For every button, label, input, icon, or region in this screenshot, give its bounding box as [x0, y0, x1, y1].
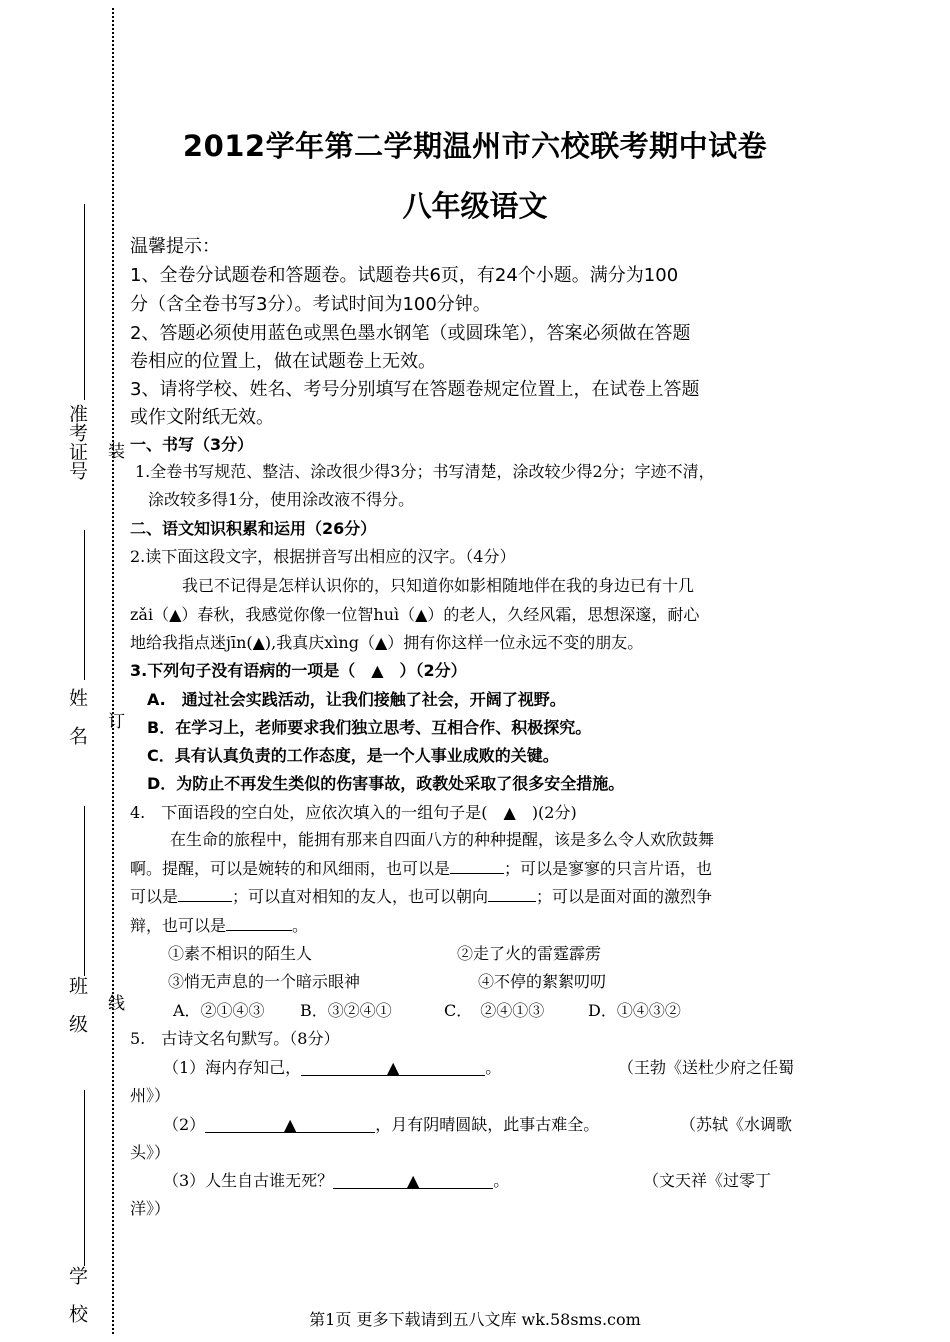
q5-text: （3）人生自古谁无死？	[163, 1171, 334, 1190]
q5-text: （2）	[163, 1115, 206, 1134]
q2-line: zǎi（▲）春秋，我感觉你像一位智huì（▲）的老人，久经风霜，思想深邃，耐心	[130, 605, 700, 624]
q5-text: （1）海内存知己，	[163, 1058, 302, 1077]
notice-line: 1、全卷分试题卷和答题卷。试题卷共6页，有24个小题。满分为100	[130, 265, 679, 286]
q4-stem: 4. 下面语段的空白处，应依次填入的一组句子是( ▲ )(2分)	[130, 803, 577, 822]
q5-item-3	[163, 1168, 509, 1191]
notice-heading: 温馨提示：	[130, 236, 220, 257]
q5-source-3: （文天祥《过零丁	[643, 1171, 772, 1190]
q4-choice-2: ②走了火的雷霆霹雳	[457, 944, 602, 963]
q4-text: ；可以直对相知的友人，也可以朝向	[232, 887, 489, 906]
notice-line: 3、请将学校、姓名、考号分别填写在答题卷规定位置上，在试卷上答题	[130, 379, 700, 400]
q4-answer-b: B．③②④①	[300, 1001, 392, 1020]
triangle-mark: ▲	[284, 1115, 297, 1134]
exam-title: 2012学年第二学期温州市六校联考期中试卷	[182, 129, 768, 163]
q4-passage	[130, 884, 712, 907]
q4-text: ；可以是面对面的激烈争	[536, 887, 713, 906]
page-footer: 第1页 更多下载请到五八文库 wk.58sms.com	[309, 1310, 641, 1329]
q5-item-1	[163, 1055, 501, 1078]
q5-stem: 5. 古诗文名句默写。（8分）	[130, 1029, 340, 1048]
q1-line: 1.全卷书写规范、整洁、涂改很少得3分；书写清楚，涂改较少得2分；字迹不清，	[135, 462, 715, 481]
notice-line: 分（含全卷书写3分）。考试时间为100分钟。	[130, 294, 491, 315]
section2-heading: 二、语文知识积累和运用（26分）	[130, 519, 377, 538]
q4-passage	[130, 913, 308, 936]
ticket-number-label: 准考证号	[66, 404, 88, 480]
binding-char-zhuang: 装	[104, 442, 124, 459]
q5-blank[interactable]	[301, 1058, 485, 1077]
triangle-mark: ▲	[387, 1058, 400, 1077]
q4-text: 辩，也可以是	[130, 916, 227, 935]
q3-option-a: A. 通过社会实践活动，让我们接触了社会，开阔了视野。	[147, 690, 566, 709]
ticket-number-blank	[84, 204, 85, 400]
q3-option-c: C．具有认真负责的工作态度，是一个人事业成败的关键。	[147, 746, 559, 765]
class-blank	[84, 806, 85, 976]
section1-heading: 一、书写（3分）	[130, 435, 254, 454]
q4-blank[interactable]	[488, 887, 536, 902]
q5-source-2: （苏轼《水调歌	[680, 1115, 793, 1134]
q4-answer-a: A．②①④③	[173, 1001, 265, 1020]
name-label: 姓 名	[66, 688, 88, 745]
name-blank	[84, 530, 85, 680]
q1-line: 涂改较多得1分，使用涂改液不得分。	[148, 490, 415, 509]
q5-text: 。	[485, 1058, 502, 1077]
q4-answer-d: D．①④③②	[588, 1001, 681, 1020]
q4-text: 啊。提醒，可以是婉转的和风细雨，也可以是	[130, 859, 451, 878]
q3-option-d: D．为防止不再发生类似的伤害事故，政教处采取了很多安全措施。	[147, 774, 625, 793]
q4-choice-1: ①素不相识的陌生人	[168, 944, 313, 963]
school-label: 学 校	[66, 1266, 88, 1323]
q4-passage	[130, 856, 712, 879]
q3-stem: 3.下列句子没有语病的一项是（ ▲ ）（2分）	[130, 661, 467, 680]
q4-blank[interactable]	[450, 859, 504, 874]
q5-source-3-cont: 洋》）	[130, 1199, 171, 1218]
q4-blank[interactable]	[178, 887, 232, 902]
q2-line: 我已不记得是怎样认识你的，只知道你如影相随地伴在我的身边已有十几	[182, 576, 695, 595]
q4-text: 可以是	[130, 887, 179, 906]
exam-subtitle: 八年级语文	[402, 189, 548, 223]
q5-source-1: （王勃《送杜少府之任蜀	[618, 1058, 795, 1077]
q5-text: ，月有阴晴圆缺，此事古难全。	[375, 1115, 600, 1134]
q5-blank[interactable]	[333, 1171, 493, 1190]
q4-blank[interactable]	[226, 916, 292, 931]
q5-source-2-cont: 头》）	[130, 1143, 171, 1162]
q3-option-b: B．在学习上，老师要求我们独立思考、互相合作、积极探究。	[147, 718, 592, 737]
q4-choice-4: ④不停的絮絮叨叨	[478, 972, 607, 991]
triangle-mark: ▲	[407, 1171, 420, 1190]
binding-char-xian: 线	[104, 994, 124, 1011]
q5-item-2	[163, 1112, 599, 1135]
notice-line: 2、答题必须使用蓝色或黑色墨水钢笔（或圆珠笔），答案必须做在答题	[130, 323, 691, 344]
q5-source-1-cont: 州》）	[130, 1086, 171, 1105]
q2-line: 地给我指点迷jīn(▲),我真庆xìng（▲）拥有你这样一位永远不变的朋友。	[130, 633, 644, 652]
q4-text: 。	[292, 916, 309, 935]
notice-line: 或作文附纸无效。	[130, 407, 274, 428]
class-label: 班 级	[66, 976, 88, 1033]
q4-choice-3: ③悄无声息的一个暗示眼神	[168, 972, 361, 991]
q5-blank[interactable]	[205, 1115, 375, 1134]
q4-passage: 在生命的旅程中，能拥有那来自四面八方的种种提醒，该是多么令人欢欣鼓舞	[170, 830, 715, 849]
q5-text: 。	[493, 1171, 510, 1190]
school-blank	[84, 1090, 85, 1266]
notice-line: 卷相应的位置上，做在试题卷上无效。	[130, 351, 436, 372]
q4-answer-c: C． ②④①③	[444, 1001, 545, 1020]
q4-text: ；可以是寥寥的只言片语，也	[504, 859, 713, 878]
q2-stem: 2.读下面这段文字，根据拼音写出相应的汉字。（4分）	[130, 547, 516, 566]
binding-char-ding: 订	[104, 712, 124, 729]
